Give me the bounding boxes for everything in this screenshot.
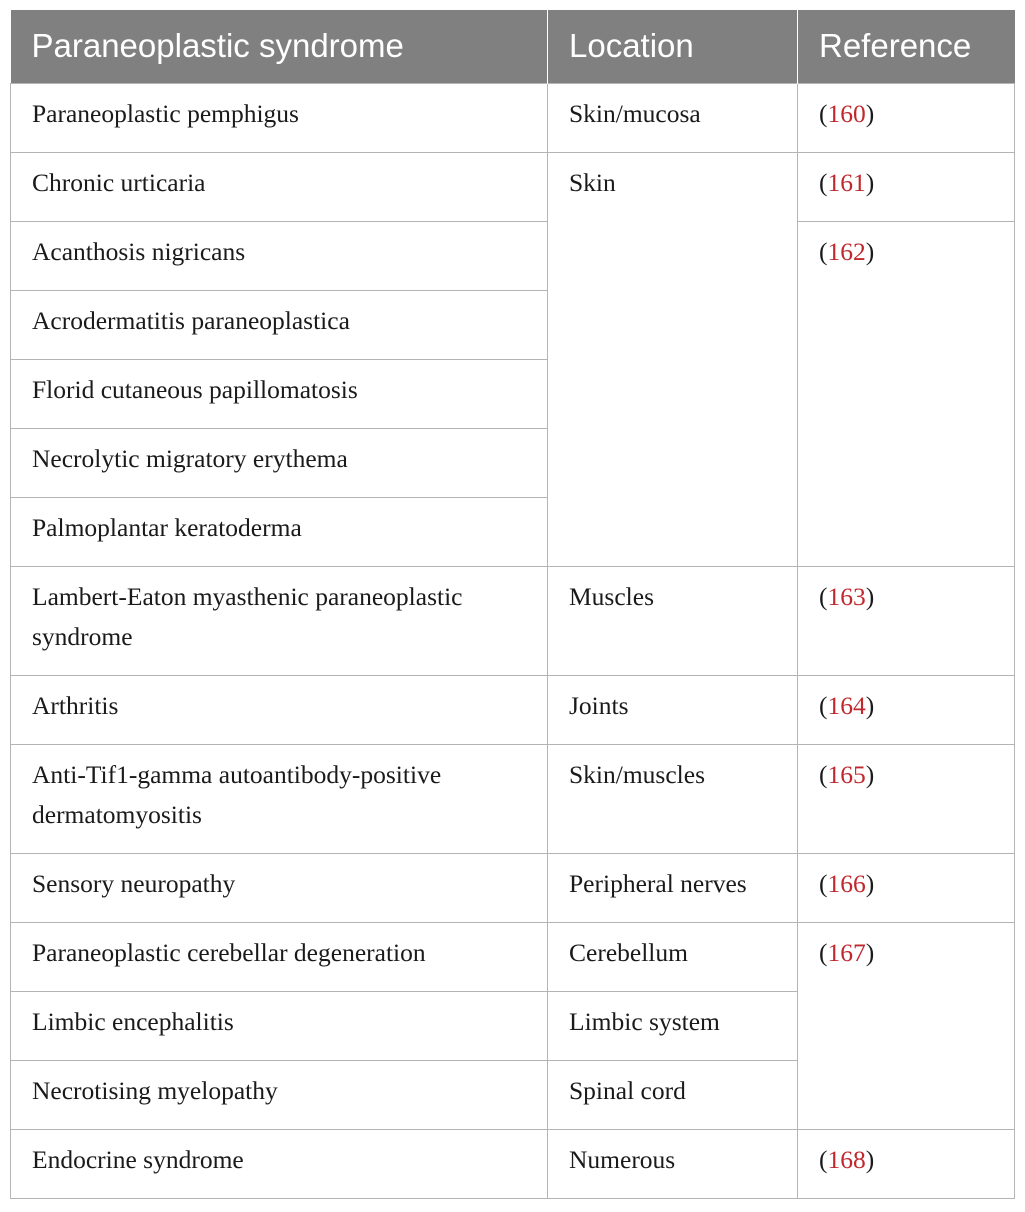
table-row bbox=[11, 152, 1015, 221]
reference-cell: (163) bbox=[798, 566, 1015, 675]
reference-cell: (161) bbox=[798, 152, 1015, 221]
syndrome-cell: Endocrine syndrome bbox=[11, 1129, 548, 1198]
syndrome-cell: Sensory neuropathy bbox=[11, 853, 548, 922]
table-row bbox=[11, 853, 1015, 922]
reference-link[interactable]: 168 bbox=[827, 1144, 866, 1174]
syndrome-cell: Limbic encephalitis bbox=[11, 991, 548, 1060]
syndrome-cell: Acrodermatitis paraneoplastica bbox=[11, 290, 548, 359]
location-cell: Numerous bbox=[548, 1129, 798, 1198]
table-row bbox=[11, 566, 1015, 675]
reference-cell: (168) bbox=[798, 1129, 1015, 1198]
location-cell: Skin/muscles bbox=[548, 744, 798, 853]
syndrome-cell: Lambert-Eaton myasthenic paraneoplastic syndrome bbox=[11, 566, 548, 675]
syndrome-cell: Paraneoplastic pemphigus bbox=[11, 83, 548, 152]
syndrome-table-container bbox=[10, 10, 1014, 1199]
reference-link[interactable]: 165 bbox=[827, 759, 866, 789]
syndrome-cell: Arthritis bbox=[11, 675, 548, 744]
location-cell: Limbic system bbox=[548, 991, 798, 1060]
reference-link[interactable]: 166 bbox=[827, 868, 866, 898]
reference-cell: (160) bbox=[798, 83, 1015, 152]
table-row bbox=[11, 922, 1015, 991]
table-row bbox=[11, 1129, 1015, 1198]
reference-link[interactable]: 163 bbox=[827, 581, 866, 611]
reference-link[interactable]: 161 bbox=[827, 167, 866, 197]
table-row bbox=[11, 675, 1015, 744]
location-cell: Cerebellum bbox=[548, 922, 798, 991]
location-cell: Skin bbox=[548, 152, 798, 566]
reference-cell: (164) bbox=[798, 675, 1015, 744]
syndrome-cell: Paraneoplastic cerebellar degeneration bbox=[11, 922, 548, 991]
syndrome-cell: Florid cutaneous papillomatosis bbox=[11, 359, 548, 428]
location-cell: Peripheral nerves bbox=[548, 853, 798, 922]
table-header-row bbox=[11, 10, 1015, 83]
header-syndrome: Paraneoplastic syndrome bbox=[11, 10, 548, 83]
table-row bbox=[11, 744, 1015, 853]
syndrome-cell: Anti-Tif1-gamma autoantibody-positive dermatomyositis bbox=[11, 744, 548, 853]
paraneoplastic-syndrome-table bbox=[10, 10, 1015, 1199]
reference-cell: (162) bbox=[798, 221, 1015, 566]
reference-cell: (166) bbox=[798, 853, 1015, 922]
reference-link[interactable]: 160 bbox=[827, 98, 866, 128]
location-cell: Spinal cord bbox=[548, 1060, 798, 1129]
reference-link[interactable]: 164 bbox=[827, 690, 866, 720]
syndrome-cell: Necrotising myelopathy bbox=[11, 1060, 548, 1129]
syndrome-cell: Acanthosis nigricans bbox=[11, 221, 548, 290]
location-cell: Muscles bbox=[548, 566, 798, 675]
reference-cell: (165) bbox=[798, 744, 1015, 853]
syndrome-cell: Palmoplantar keratoderma bbox=[11, 497, 548, 566]
syndrome-cell: Chronic urticaria bbox=[11, 152, 548, 221]
location-cell: Joints bbox=[548, 675, 798, 744]
table-row bbox=[11, 221, 1015, 290]
header-location: Location bbox=[548, 10, 798, 83]
reference-link[interactable]: 167 bbox=[827, 937, 866, 967]
reference-link[interactable]: 162 bbox=[827, 236, 866, 266]
location-cell: Skin/mucosa bbox=[548, 83, 798, 152]
table-row bbox=[11, 83, 1015, 152]
header-reference: Reference bbox=[798, 10, 1015, 83]
syndrome-cell: Necrolytic migratory erythema bbox=[11, 428, 548, 497]
reference-cell: (167) bbox=[798, 922, 1015, 1129]
